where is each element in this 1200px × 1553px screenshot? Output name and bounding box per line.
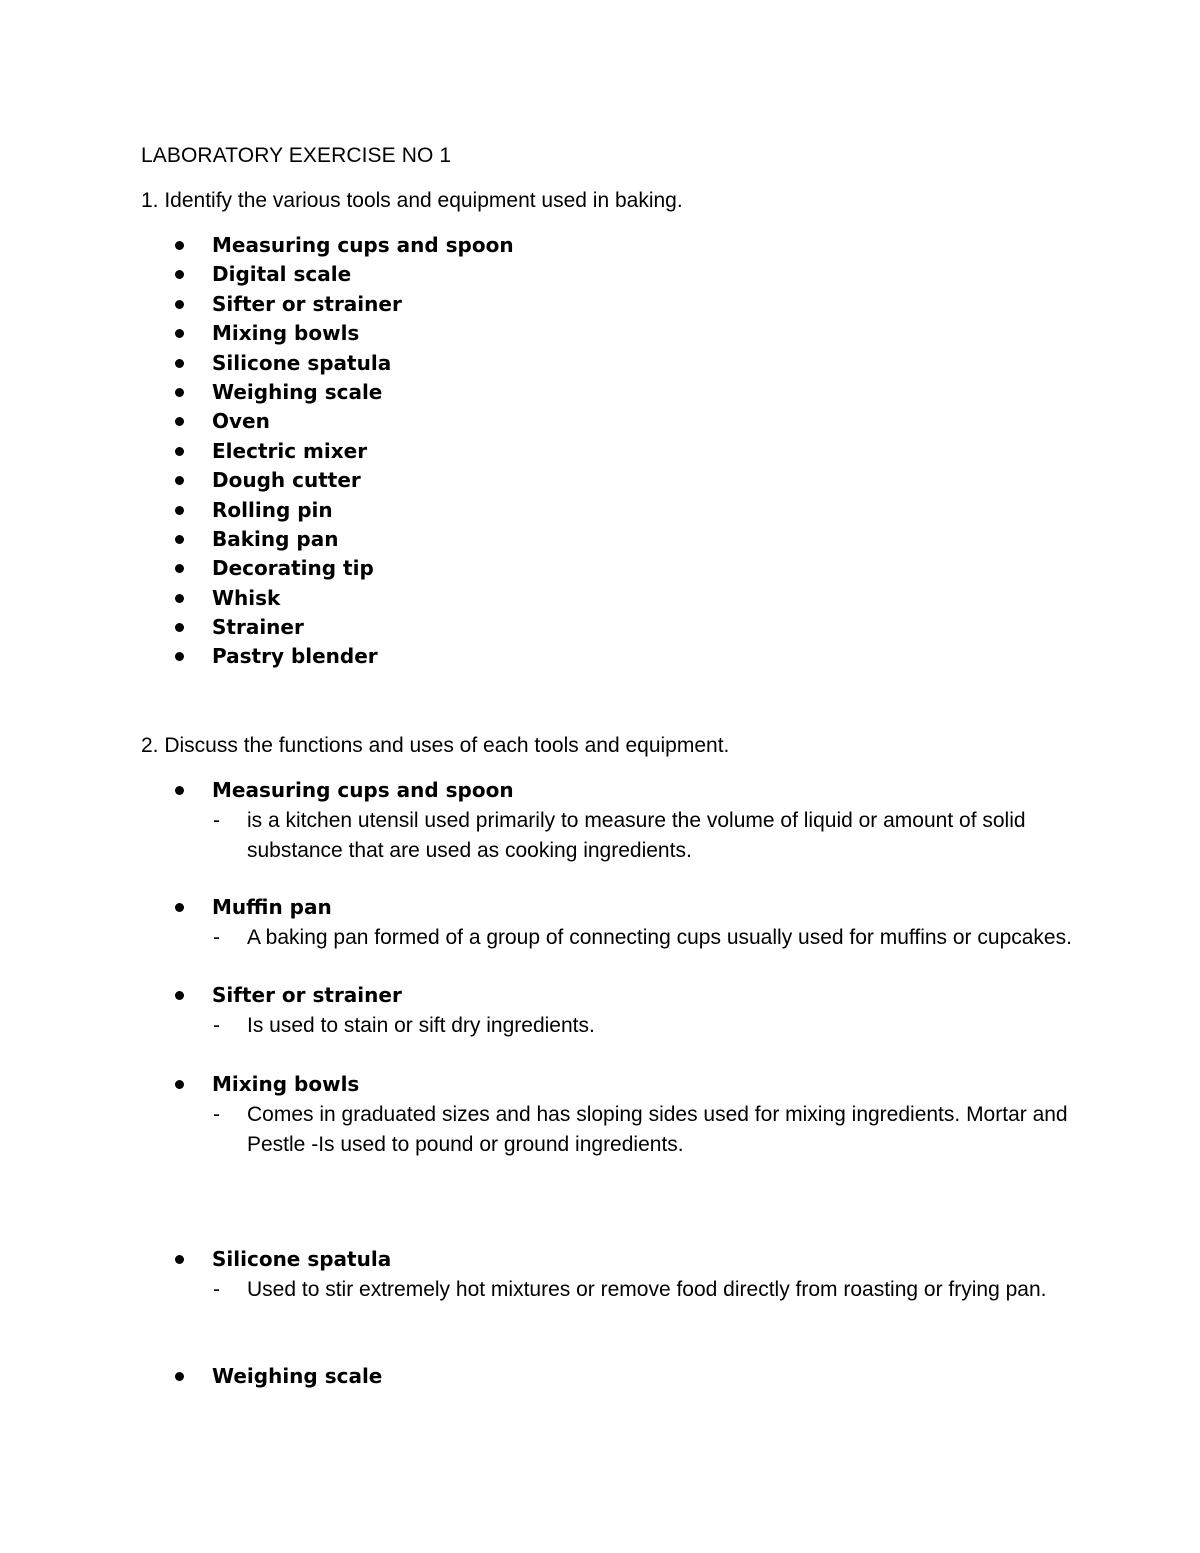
tool-name: Weighing scale	[212, 1364, 383, 1388]
dash-marker: -	[213, 1278, 220, 1301]
tool-description: Comes in graduated sizes and has sloping sides used for mixing ingredients. Mortar and Pestle -Is used to pound or ground ingredients.	[247, 1103, 1068, 1156]
dash-marker: -	[213, 926, 220, 949]
exercise-title: LABORATORY EXERCISE NO 1	[141, 144, 452, 167]
bullet-icon	[175, 903, 184, 912]
bullet-icon	[175, 1255, 184, 1264]
tool-name: Whisk	[212, 585, 281, 610]
bullet-icon	[175, 564, 184, 573]
tool-name: Silicone spatula	[212, 1247, 392, 1271]
tool-name: Sifter or strainer	[212, 983, 402, 1007]
bullet-icon	[175, 417, 184, 426]
bullet-icon	[175, 652, 184, 661]
bullet-icon	[175, 1080, 184, 1089]
bullet-icon	[175, 241, 184, 250]
dash-marker: -	[213, 809, 220, 832]
tool-description: Is used to stain or sift dry ingredients.	[247, 1014, 595, 1037]
bullet-icon	[175, 991, 184, 1000]
bullet-icon	[175, 270, 184, 279]
tool-name: Sifter or strainer	[212, 291, 402, 316]
tool-name: Measuring cups and spoon	[212, 778, 514, 802]
question-1: 1. Identify the various tools and equipment used in baking.	[141, 189, 683, 212]
bullet-icon	[175, 300, 184, 309]
tool-name: Measuring cups and spoon	[212, 233, 514, 257]
bullet-icon	[175, 594, 184, 603]
tool-name: Weighing scale	[212, 379, 383, 404]
bullet-icon	[175, 388, 184, 397]
tool-name: Electric mixer	[212, 438, 368, 463]
tool-name: Baking pan	[212, 526, 339, 551]
bullet-icon	[175, 476, 184, 485]
bullet-icon	[175, 786, 184, 795]
dash-marker: -	[213, 1014, 220, 1037]
tool-description: is a kitchen utensil used primarily to measure the volume of liquid or amount of solid substance that are used as cooking ingredients.	[247, 809, 1026, 862]
tool-name: Muffin pan	[212, 895, 332, 919]
bullet-icon	[175, 535, 184, 544]
tool-name: Dough cutter	[212, 468, 361, 493]
bullet-icon	[175, 506, 184, 515]
tool-name: Strainer	[212, 615, 304, 640]
tool-name: Silicone spatula	[212, 350, 392, 375]
bullet-icon	[175, 359, 184, 368]
tool-name: Decorating tip	[212, 556, 374, 581]
tool-description: A baking pan formed of a group of connecting cups usually used for muffins or cupcakes.	[247, 926, 1072, 949]
bullet-icon	[175, 1372, 184, 1381]
tool-name: Oven	[212, 409, 270, 434]
tool-name: Rolling pin	[212, 497, 333, 522]
tool-description: Used to stir extremely hot mixtures or remove food directly from roasting or frying pan.	[247, 1278, 1047, 1301]
tool-name: Mixing bowls	[212, 321, 360, 346]
tool-name: Mixing bowls	[212, 1072, 360, 1096]
tool-name: Digital scale	[212, 262, 352, 287]
bullet-icon	[175, 329, 184, 338]
question-2: 2. Discuss the functions and uses of each tools and equipment.	[141, 734, 730, 757]
dash-marker: -	[213, 1103, 220, 1126]
bullet-icon	[175, 447, 184, 456]
tool-name: Pastry blender	[212, 644, 378, 669]
bullet-icon	[175, 623, 184, 632]
